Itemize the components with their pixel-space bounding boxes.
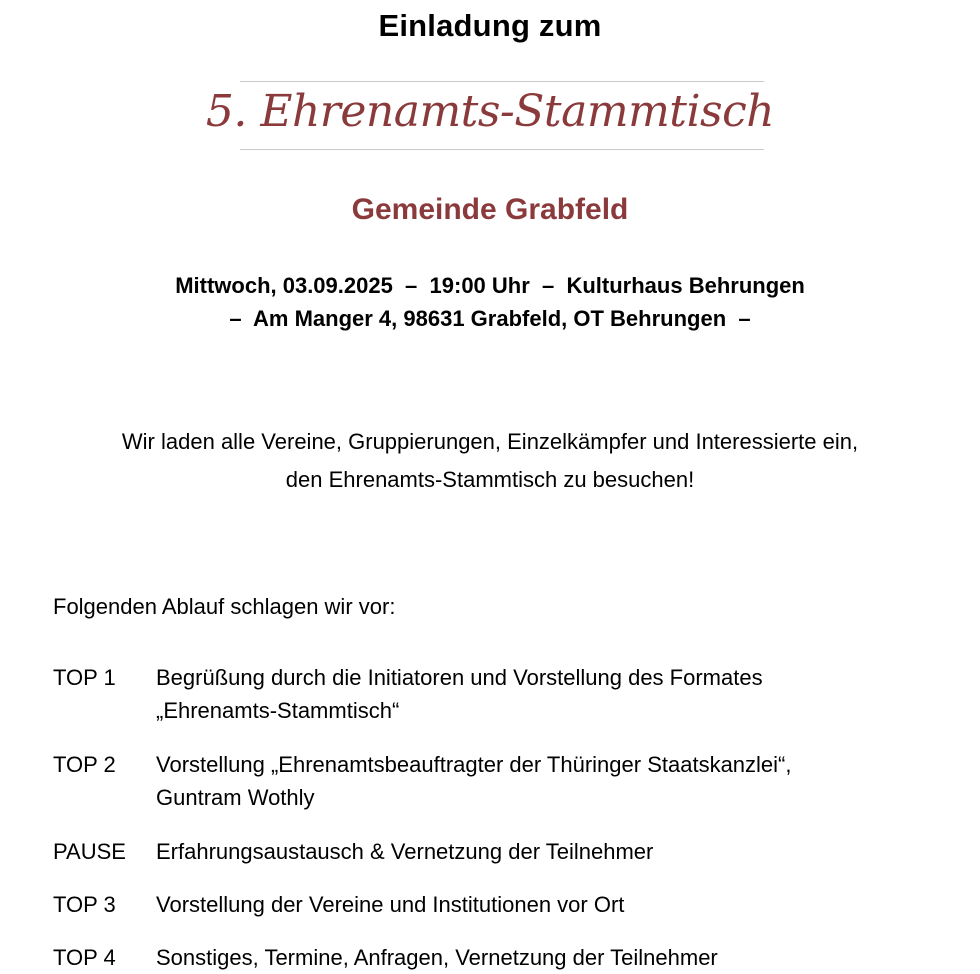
agenda-item-text-line-1: Erfahrungsaustausch & Vernetzung der Teilnehmer — [156, 839, 654, 864]
agenda-item-text-line-2: Guntram Wothly — [156, 785, 315, 810]
agenda-item-key: TOP 1 — [53, 665, 116, 690]
agenda-item-key: PAUSE — [53, 839, 126, 864]
municipality-name: Gemeinde Grabfeld — [351, 193, 629, 226]
intro-text-line-2: den Ehrenamts-Stammtisch zu besuchen! — [285, 467, 695, 492]
intro-text-line-1: Wir laden alle Vereine, Gruppierungen, Einzelkämpfer und Interessierte ein, — [121, 429, 859, 454]
agenda-item-text — [156, 835, 956, 868]
agenda-item-text — [156, 661, 956, 727]
agenda-item-text — [156, 748, 956, 814]
event-title: 5. Ehrenamts-Stammtisch — [205, 86, 775, 137]
agenda-item-key: TOP 3 — [53, 892, 116, 917]
agenda-item-text-line-1: Vorstellung der Vereine und Institutionen vor Ort — [156, 892, 625, 917]
agenda-item-text-line-1: Vorstellung „Ehrenamtsbeauftragter der Thüringer Staatskanzlei“, — [156, 752, 792, 777]
agenda-item-text-line-1: Begrüßung durch die Initiatoren und Vorstellung des Formates — [156, 665, 763, 690]
agenda-item-key: TOP 2 — [53, 752, 116, 777]
agenda-item-text — [156, 941, 956, 974]
event-address: – Am Manger 4, 98631 Grabfeld, OT Behrungen – — [229, 306, 751, 331]
invitation-heading: Einladung zum — [378, 8, 602, 43]
agenda-item-text — [156, 888, 956, 921]
agenda-item-key: TOP 4 — [53, 945, 116, 970]
agenda-item-text-line-2: „Ehrenamts-Stammtisch“ — [156, 698, 400, 723]
agenda-intro: Folgenden Ablauf schlagen wir vor: — [53, 594, 396, 619]
title-bottom-rule — [240, 149, 764, 150]
event-date-time-venue: Mittwoch, 03.09.2025 – 19:00 Uhr – Kulturhaus Behrungen — [175, 273, 805, 298]
title-top-rule — [240, 81, 764, 82]
agenda-item-text-line-1: Sonstiges, Termine, Anfragen, Vernetzung der Teilnehmer — [156, 945, 718, 970]
